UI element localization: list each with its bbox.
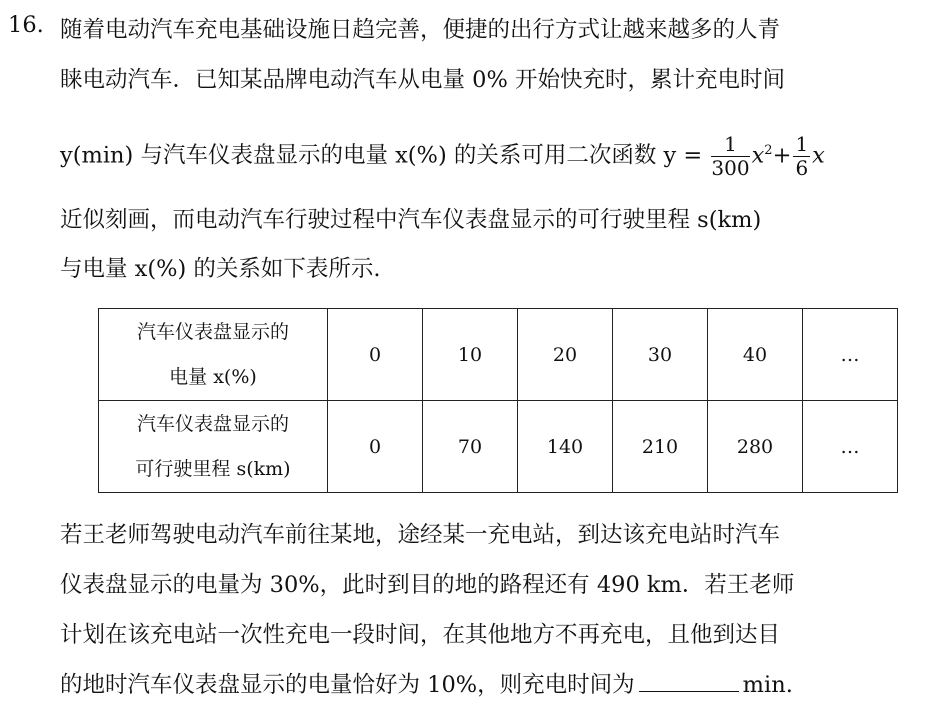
paragraph2-line1: 若王老师驾驶电动汽车前往某地，途经某一充电站，到达该充电站时汽车 — [60, 522, 781, 548]
paragraph1-line5: 与电量 x(%) 的关系如下表所示. — [60, 256, 381, 282]
table-row-range — [99, 401, 898, 493]
fraction-numerator: 1 — [795, 132, 809, 156]
variable-x: x — [751, 142, 765, 169]
table-cell: 30 — [613, 309, 708, 401]
paragraph1-line4: 近似刻画，而电动汽车行驶过程中汽车仪表盘显示的可行驶里程 s(km) — [60, 207, 762, 233]
table-cell: 280 — [708, 401, 803, 493]
paragraph2-line4 — [60, 667, 793, 699]
exponent: 2 — [764, 143, 773, 158]
paragraph2-line2: 仪表盘显示的电量为 30%，此时到目的地的路程还有 490 km．若王老师 — [60, 572, 795, 598]
question-number: 16. — [8, 12, 44, 38]
table-cell: 210 — [613, 401, 708, 493]
table-cell: 140 — [518, 401, 613, 493]
formula-lead-text: y(min) 与汽车仪表盘显示的电量 x(%) 的关系可用二次函数 y = — [60, 142, 703, 169]
row-header-range — [99, 401, 328, 493]
paragraph1-line2: 睐电动汽车．已知某品牌电动汽车从电量 0% 开始快充时，累计充电时间 — [60, 67, 786, 93]
paragraph2-line3: 计划在该充电站一次性充电一段时间，在其他地方不再充电，且他到达目 — [60, 622, 781, 648]
table-cell: … — [803, 401, 898, 493]
plus-sign: + — [772, 142, 792, 169]
paragraph1-line3 — [60, 133, 825, 180]
header-line: 可行驶里程 s(km) — [135, 457, 291, 480]
table-cell: 0 — [328, 309, 423, 401]
table-cell: 70 — [423, 401, 518, 493]
answer-blank[interactable] — [639, 673, 739, 692]
fraction-one-over-300 — [711, 133, 749, 180]
table-cell: 10 — [423, 309, 518, 401]
row-header-battery — [99, 309, 328, 401]
fraction-denominator: 6 — [795, 156, 809, 180]
paragraph1-line1: 随着电动汽车充电基础设施日趋完善，便捷的出行方式让越来越多的人青 — [60, 17, 781, 43]
table-cell: 0 — [328, 401, 423, 493]
variable-x: x — [812, 142, 825, 169]
header-line: 汽车仪表盘显示的 — [136, 320, 289, 343]
fraction-denominator: 300 — [711, 156, 750, 180]
table-cell: 20 — [518, 309, 613, 401]
table-cell: 40 — [708, 309, 803, 401]
battery-range-table — [98, 308, 898, 493]
table-cell: … — [803, 309, 898, 401]
table-row-battery — [99, 309, 898, 401]
header-line: 电量 x(%) — [169, 365, 257, 388]
unit-text: min. — [742, 672, 793, 698]
fraction-numerator: 1 — [711, 133, 749, 157]
question-text: 的地时汽车仪表盘显示的电量恰好为 10%，则充电时间为 — [60, 672, 635, 698]
fraction-one-over-6 — [793, 133, 810, 180]
header-line: 汽车仪表盘显示的 — [136, 412, 289, 435]
